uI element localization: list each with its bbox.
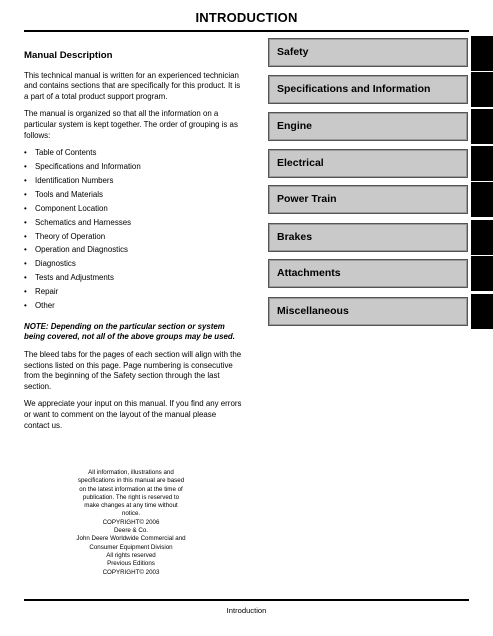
bleed-tab-safety [471,36,493,71]
tab-attachments[interactable]: Attachments [268,259,468,288]
list-item: • Component Location [24,204,242,218]
copyright-line: Previous Editions [107,560,155,568]
bleed-tab-electrical [471,146,493,181]
section-heading: Manual Description [24,50,113,61]
group-list [24,148,242,315]
tab-miscellaneous[interactable]: Miscellaneous [268,297,468,326]
bleed-tab-specifications [471,72,493,107]
tab-safety[interactable]: Safety [268,38,468,67]
list-item: • Specifications and Information [24,162,242,176]
copyright-line: notice. [121,510,141,518]
tab-brakes[interactable]: Brakes [268,223,468,252]
copyright-line: All rights reserved [106,551,156,559]
bleed-tab-engine [471,109,493,144]
copyright-line: COPYRIGHT© 2006 [102,518,160,526]
tab-engine[interactable]: Engine [268,112,468,141]
list-item: • Schematics and Harnesses [24,218,242,232]
tab-power-train[interactable]: Power Train [268,185,468,214]
note-text: NOTE: Depending on the particular section or system being covered, not all of the above groups may be used. [24,321,235,342]
list-item: • Theory of Operation [24,232,242,246]
copyright-block [66,469,196,577]
copyright-line: COPYRIGHT© 2003 [102,568,160,576]
top-divider [24,30,469,32]
bleed-tabs-paragraph: The bleed tabs for the pages of each section will align with the sections listed on this page. Page numbering is consecutive from the beginning of the Safety section through the last section. [24,350,242,391]
copyright-line: on the latest information at the time of [79,485,183,493]
feedback-paragraph: We appreciate your input on this manual. If you find any errors or want to comment on the layout of the manual please contact us. [24,399,242,430]
list-item: • Other [24,301,242,315]
page-footer: Introduction [226,606,267,615]
bleed-tab-miscellaneous [471,294,493,329]
manual-description [24,51,242,438]
copyright-line: Consumer Equipment Division [89,543,173,551]
bleed-tab-attachments [471,256,493,291]
bleed-tab-power-train [471,182,493,217]
list-item: • Table of Contents [24,148,242,162]
list-item: • Tools and Materials [24,190,242,204]
copyright-line: All information, illustrations and [88,469,174,476]
bottom-divider [24,599,469,601]
list-item: • Repair [24,287,242,301]
page-title: INTRODUCTION [195,10,298,25]
list-item: • Diagnostics [24,259,242,273]
copyright-line: Deere & Co. [113,527,149,535]
bleed-tab-brakes [471,220,493,255]
copyright-line: make changes at any time without [84,502,178,510]
copyright-line: John Deere Worldwide Commercial and [76,535,186,543]
intro-paragraph: This technical manual is written for an experienced technician and contains sections that are specifically for this product. It is a part of a total product support program. [24,70,241,101]
list-item: • Tests and Adjustments [24,273,242,287]
list-item: • Identification Numbers [24,176,242,190]
organization-paragraph: The manual is organized so that all the information on a particular system is kept together. The order of grouping is as follows: [24,109,238,140]
tab-electrical[interactable]: Electrical [268,149,468,178]
tab-specifications[interactable]: Specifications and Information [268,75,468,104]
copyright-line: specifications in this manual are based [77,477,185,485]
list-item: • Operation and Diagnostics [24,245,242,259]
copyright-line: publication. The right is reserved to [82,493,180,501]
